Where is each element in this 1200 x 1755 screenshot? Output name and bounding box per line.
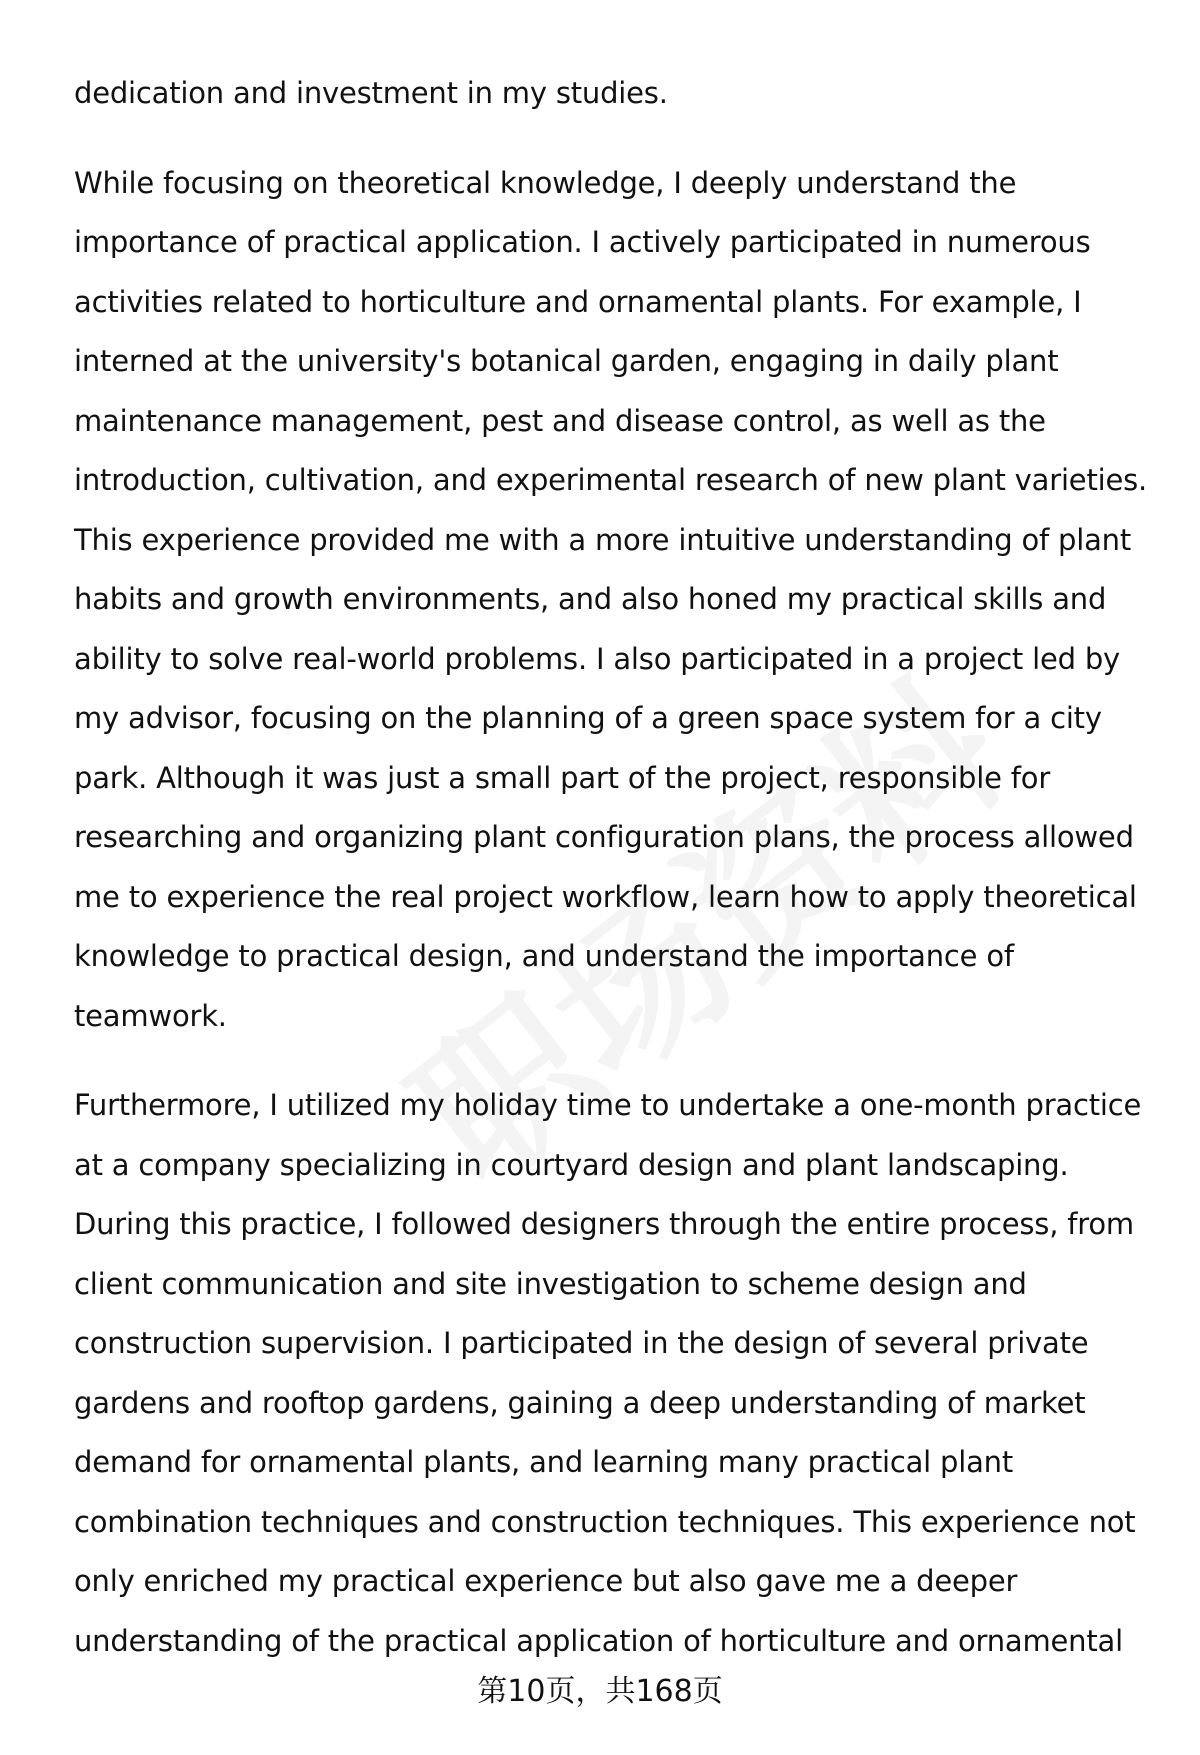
text-line: construction supervision. I participated in the design of several private bbox=[74, 1326, 1089, 1360]
text-line: researching and organizing plant configuration plans, the process allowed bbox=[74, 820, 1134, 854]
text-line: During this practice, I followed designers through the entire process, from bbox=[74, 1207, 1134, 1241]
page-footer: 第10页，共168页 bbox=[477, 1674, 723, 1709]
text-line: introduction, cultivation, and experimental research of new plant varieties. bbox=[74, 463, 1148, 497]
paragraph-gap bbox=[74, 1046, 1144, 1076]
text-line: importance of practical application. I actively participated in numerous bbox=[74, 225, 1091, 259]
text-line: park. Although it was just a small part of the project, responsible for bbox=[74, 760, 1051, 795]
text-line: habits and growth environments, and also honed my practical skills and bbox=[74, 582, 1107, 616]
paragraph-gap bbox=[74, 124, 1144, 154]
text-line: teamwork. bbox=[74, 998, 227, 1033]
text-line: dedication and investment in my studies. bbox=[74, 76, 668, 110]
text-line: understanding of the practical application of horticulture and ornamental bbox=[74, 1623, 1123, 1658]
text-line: While focusing on theoretical knowledge, I deeply understand the bbox=[74, 165, 1017, 200]
text-line: maintenance management, pest and disease control, as well as the bbox=[74, 403, 1046, 438]
text-line: demand for ornamental plants, and learning many practical plant bbox=[74, 1445, 1014, 1479]
text-line: at a company specializing in courtyard design and plant landscaping. bbox=[74, 1147, 1069, 1182]
text-line: interned at the university's botanical garden, engaging in daily plant bbox=[74, 344, 1059, 378]
text-line: combination techniques and construction techniques. This experience not bbox=[74, 1504, 1136, 1539]
text-line: only enriched my practical experience but also gave me a deeper bbox=[74, 1564, 1018, 1598]
text-line: knowledge to practical design, and understand the importance of bbox=[74, 939, 1014, 973]
text-line: Furthermore, I utilized my holiday time to undertake a one-month practice bbox=[74, 1088, 1142, 1122]
document-body bbox=[74, 64, 1148, 1671]
text-line: This experience provided me with a more intuitive understanding of plant bbox=[74, 522, 1132, 557]
text-line: gardens and rooftop gardens, gaining a deep understanding of market bbox=[74, 1385, 1086, 1420]
paragraph bbox=[74, 64, 1144, 124]
text-line: me to experience the real project workflow, learn how to apply theoretical bbox=[74, 879, 1137, 914]
text-line: my advisor, focusing on the planning of a green space system for a city bbox=[74, 701, 1102, 735]
paragraph bbox=[74, 1076, 1144, 1671]
text-line: ability to solve real-world problems. I also participated in a project led by bbox=[74, 641, 1121, 676]
paragraph bbox=[74, 154, 1148, 1047]
text-line: client communication and site investigation to scheme design and bbox=[74, 1266, 1027, 1301]
text-line: activities related to horticulture and ornamental plants. For example, I bbox=[74, 284, 1082, 319]
